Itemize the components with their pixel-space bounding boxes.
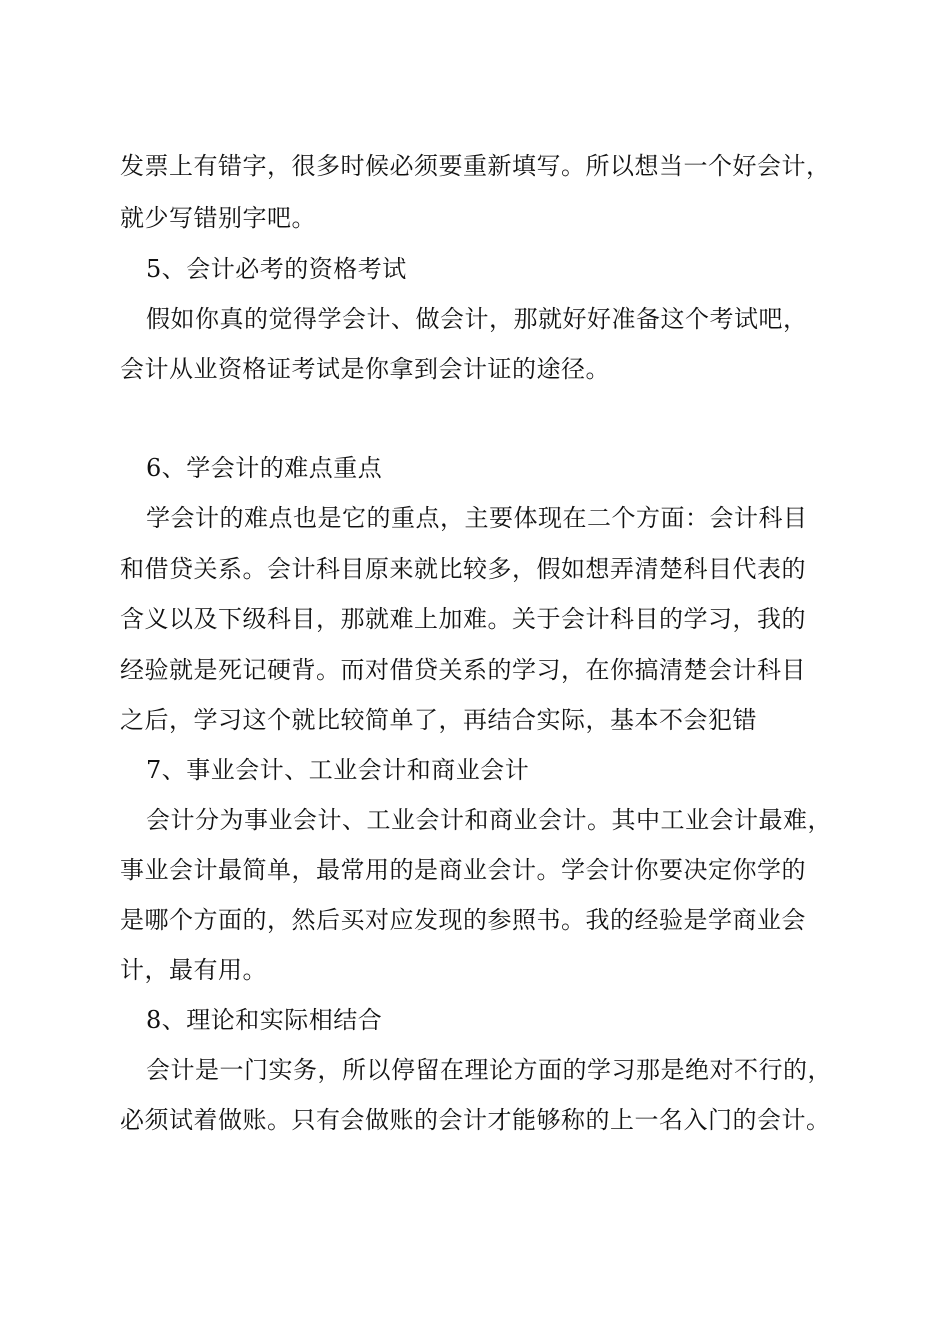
paragraph-line: 假如你真的觉得学会计、做会计，那就好好准备这个考试吧，	[146, 305, 808, 333]
paragraph-line: 必须试着做账。只有会做账的会计才能够称的上一名入门的会计。	[120, 1106, 831, 1134]
paragraph-line: 含义以及下级科目，那就难上加难。关于会计科目的学习，我的	[120, 605, 806, 633]
section-heading-5: 5、会计必考的资格考试	[146, 255, 407, 283]
paragraph-line: 和借贷关系。会计科目原来就比较多，假如想弄清楚科目代表的	[120, 555, 806, 583]
section-heading-7: 7、事业会计、工业会计和商业会计	[146, 756, 530, 784]
paragraph-line: 会计从业资格证考试是你拿到会计证的途径。	[120, 355, 610, 383]
paragraph-line: 发票上有错字，很多时候必须要重新填写。所以想当一个好会计，	[120, 152, 831, 180]
paragraph-line: 会计是一门实务，所以停留在理论方面的学习那是绝对不行的，	[146, 1056, 832, 1084]
paragraph-line: 就少写错别字吧。	[120, 204, 316, 232]
paragraph-line: 之后，学习这个就比较简单了，再结合实际，基本不会犯错	[120, 706, 757, 734]
paragraph-line: 是哪个方面的，然后买对应发现的参照书。我的经验是学商业会	[120, 906, 806, 934]
section-heading-8: 8、理论和实际相结合	[146, 1006, 383, 1034]
paragraph-line: 经验就是死记硬背。而对借贷关系的学习，在你搞清楚会计科目	[120, 656, 806, 684]
paragraph-line: 事业会计最简单，最常用的是商业会计。学会计你要决定你学的	[120, 856, 806, 884]
paragraph-line: 计，最有用。	[120, 956, 267, 984]
paragraph-line: 学会计的难点也是它的重点，主要体现在二个方面：会计科目	[146, 504, 808, 532]
paragraph-line: 会计分为事业会计、工业会计和商业会计。其中工业会计最难，	[146, 806, 832, 834]
section-heading-6: 6、学会计的难点重点	[146, 454, 383, 482]
